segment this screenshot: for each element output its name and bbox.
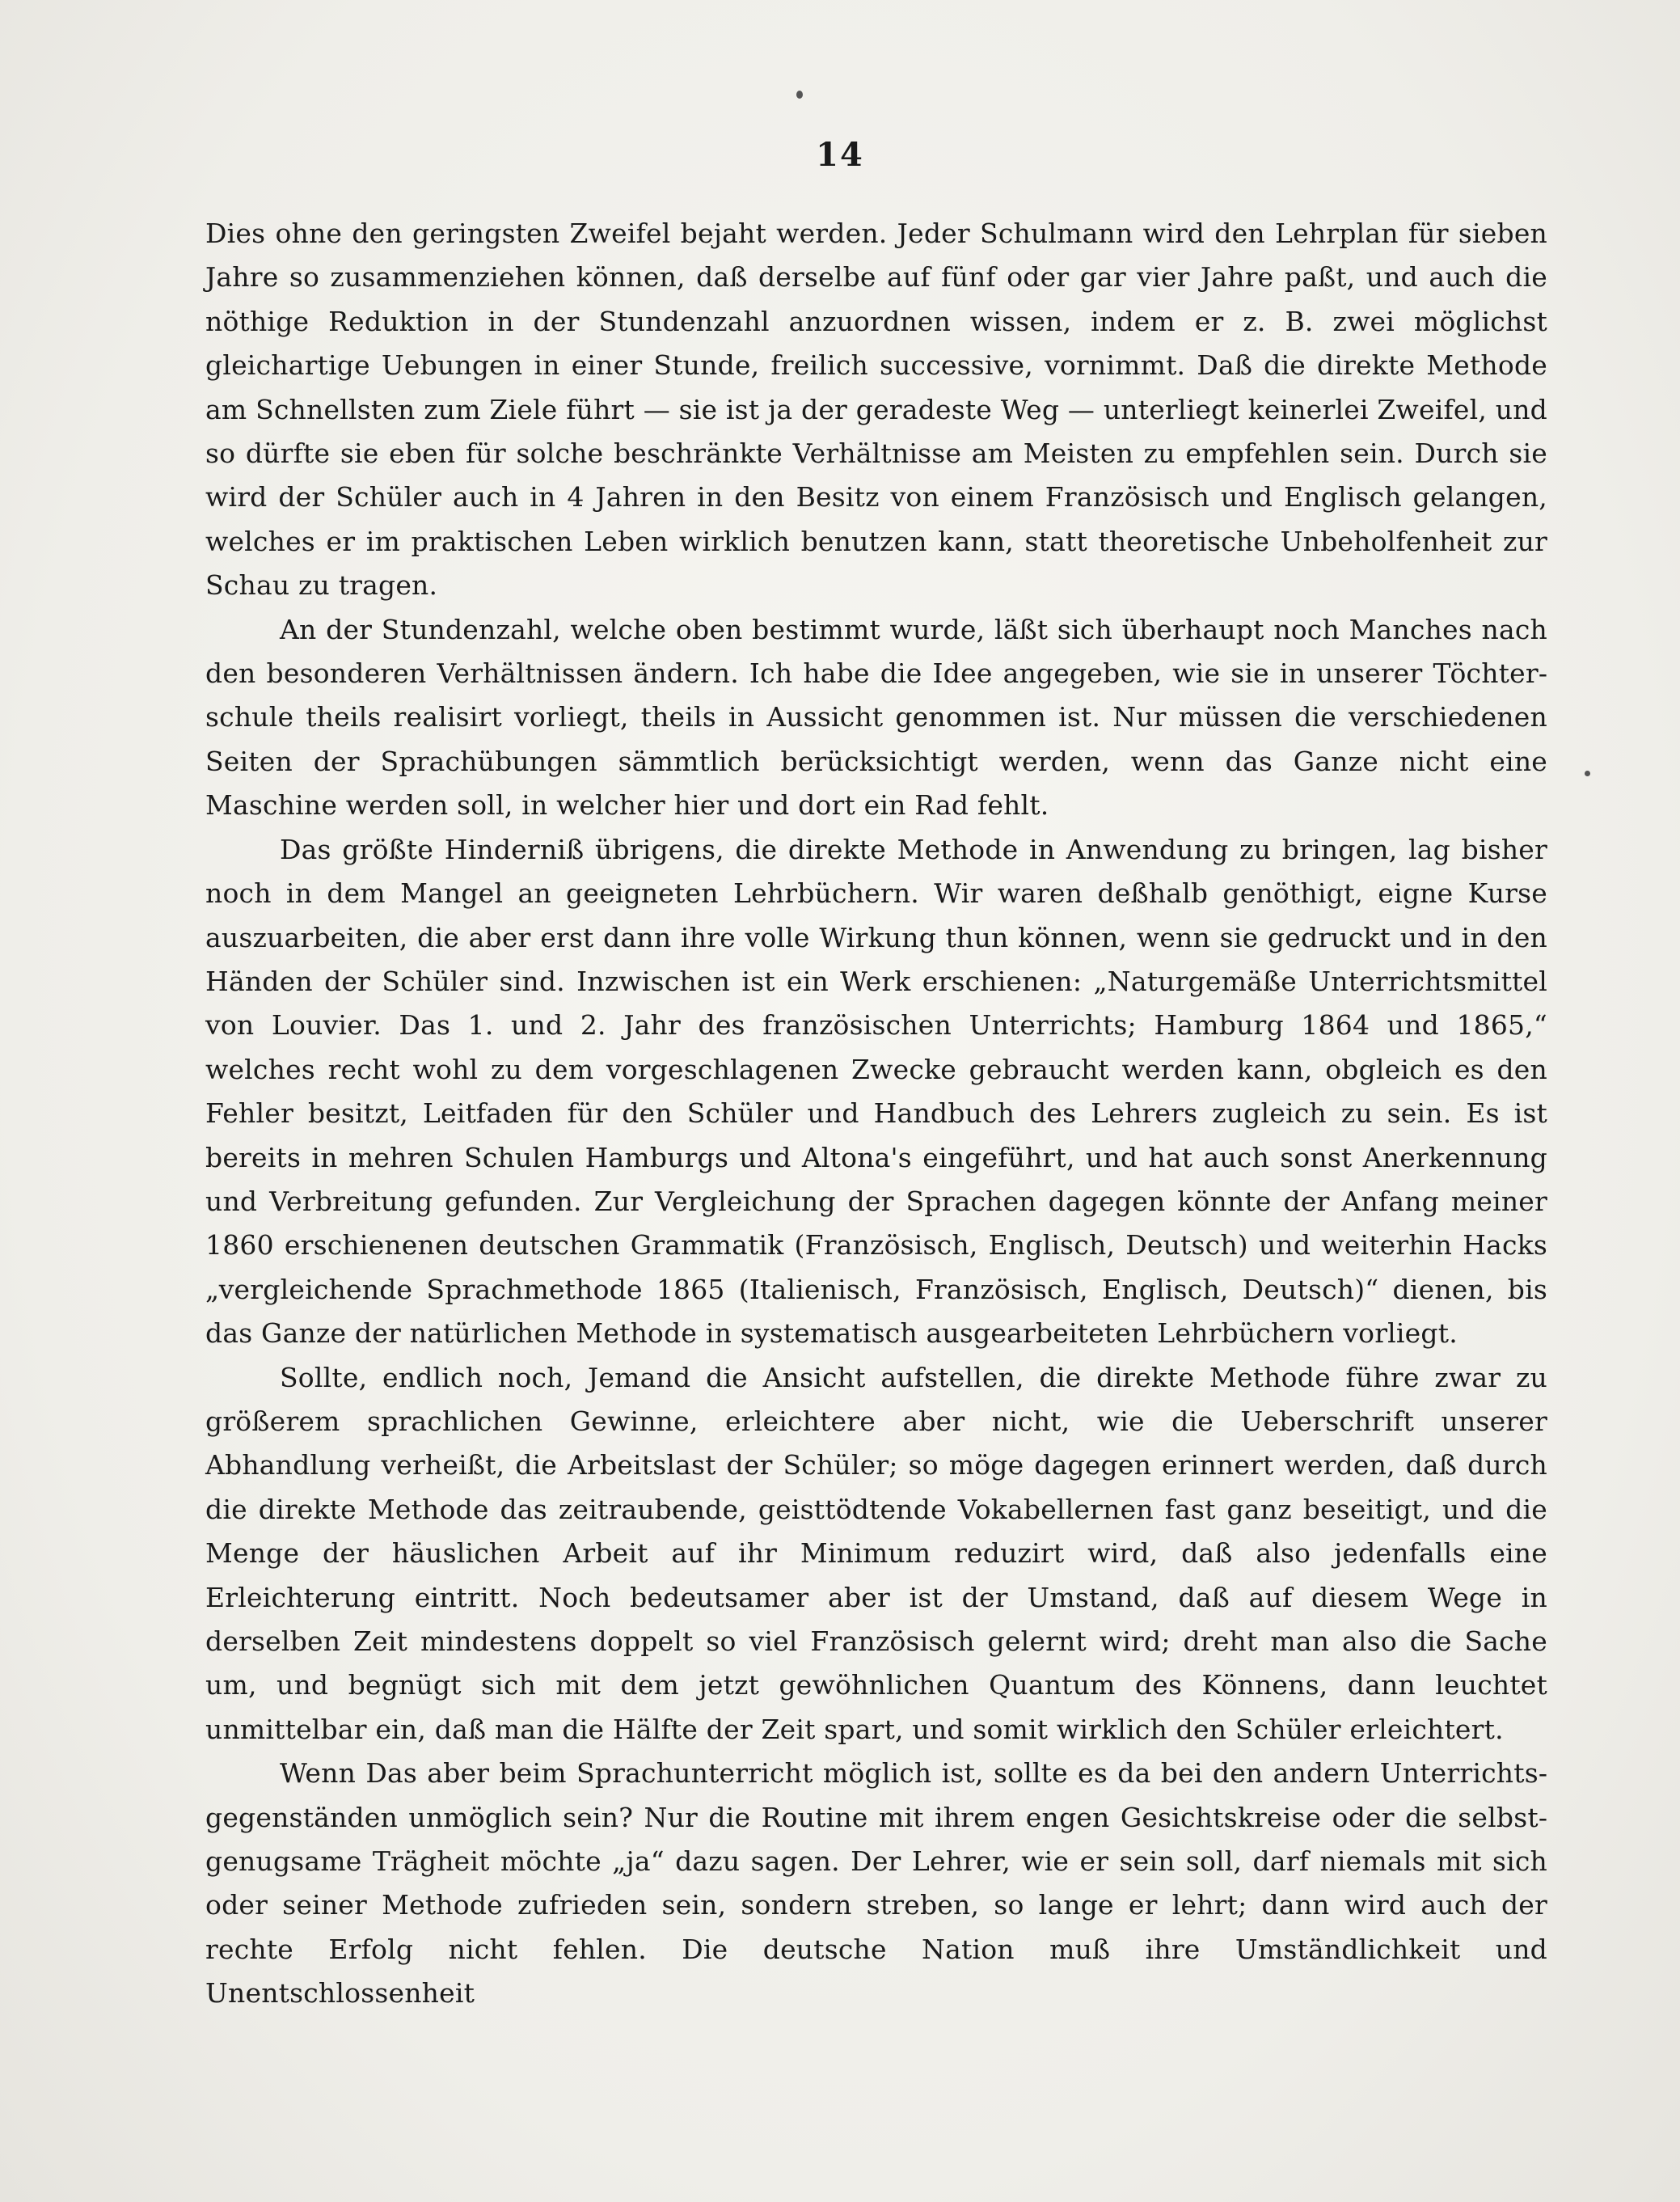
paragraph: Wenn Das aber beim Sprachunterricht möglich ist, sollte es da bei den andern Unterrichtsgegenständen unmöglich sein? Nur die Routine mit ihrem engen Gesichtskreise oder die selbstgenugsame Trägheit möchte „ja“ dazu sagen. Der Lehrer, wie er sein soll, darf niemals mit sich oder seiner Methode zufrieden sein, sondern streben, so lange er lehrt; dann wird auch der rechte Erfolg nicht fehlen. Die deutsche Nation muß ihre Umständlichkeit und Unentschlossenheit xyxy=(205,1757,1547,2010)
paragraph: Dies ohne den geringsten Zweifel bejaht werden. Jeder Schulmann wird den Lehrplan für sieben Jahre so zusammenziehen können, daß derselbe auf fünf oder gar vier Jahre paßt, und auch die nöthige Reduktion in der Stundenzahl anzuordnen wissen, indem er z. B. zwei möglichst gleichartige Uebungen in einer Stunde, freilich successive, vornimmt. Daß die direkte Methode am Schnellsten zum Ziele führt — sie ist ja der geradeste Weg — unterliegt keinerlei Zweifel, und so dürfte sie eben für solche beschränkte Verhältnisse am Meisten zu empfehlen sein. Durch sie wird der Schüler auch in 4 Jahren in den Besitz von einem Französisch und Englisch gelangen, welches er im praktischen Leben wirklich benutzen kann, statt theoretische Unbeholfenheit zur Schau zu tragen. xyxy=(205,218,1547,602)
paragraph: Das größte Hinderniß übrigens, die direkte Methode in Anwendung zu bringen, lag bisher noch in dem Mangel an geeigneten Lehrbüchern. Wir waren deßhalb genöthigt, eigne Kurse auszuarbeiten, die aber erst dann ihre volle Wirkung thun können, wenn sie gedruckt und in den Händen der Schüler sind. Inzwischen ist ein Werk erschienen: „Naturgemäße Unterrichtsmittel von Louvier. Das 1. und 2. Jahr des französischen Unterrichts; Hamburg 1864 und 1865,“ welches recht wohl zu dem vorgeschlagenen Zwecke gebraucht werden kann, obgleich es den Fehler besitzt, Leitfaden für den Schüler und Handbuch des Lehrers zugleich zu sein. Es ist bereits in mehren Schulen Hamburgs und Altona's eingeführt, und hat auch sonst Anerkennung und Verbreitung gefunden. Zur Vergleichung der Sprachen dagegen könnte der Anfang meiner 1860 erschienenen deutschen Grammatik (Französisch, Englisch, Deutsch) und weiterhin Hacks „vergleichende Sprachmethode 1865 (Italienisch, Französisch, Englisch, Deutsch)“ dienen, bis das Ganze der natürlichen Methode in systematisch ausgearbeiteten Lehrbüchern vorliegt. xyxy=(205,833,1547,1350)
ink-speck xyxy=(796,91,803,99)
ink-speck xyxy=(1585,771,1590,776)
paragraph: Sollte, endlich noch, Jemand die Ansicht aufstellen, die direkte Methode führe zwar zu größerem sprachlichen Gewinne, erleichtere aber nicht, wie die Ueberschrift unserer Abhandlung verheißt, die Arbeitslast der Schüler; so möge dagegen erinnert werden, daß durch die direkte Methode das zeitraubende, geisttödtende Vokabellernen fast ganz beseitigt, und die Menge der häuslichen Arbeit auf ihr Minimum reduzirt wird, daß also jedenfalls eine Erleichterung eintritt. Noch bedeutsamer aber ist der Umstand, daß auf diesem Wege in derselben Zeit mindestens doppelt so viel Französisch gelernt wird; dreht man also die Sache um, und begnügt sich mit dem jetzt gewöhnlichen Quantum des Könnens, dann leuchtet unmittelbar ein, daß man die Hälfte der Zeit spart, und somit wirklich den Schüler erleichtert. xyxy=(205,1361,1547,1745)
page-number: 14 xyxy=(816,136,864,174)
paragraph: An der Stundenzahl, welche oben bestimmt wurde, läßt sich überhaupt noch Manches nach den besonderen Verhältnissen ändern. Ich habe die Idee angegeben, wie sie in unserer Töchterschule theils realisirt vorliegt, theils in Aussicht genommen ist. Nur müssen die verschiedenen Seiten der Sprachübungen sämmtlich berücksichtigt werden, wenn das Ganze nicht eine Maschine werden soll, in welcher hier und dort ein Rad fehlt. xyxy=(205,613,1547,822)
body-text xyxy=(205,212,1547,2016)
